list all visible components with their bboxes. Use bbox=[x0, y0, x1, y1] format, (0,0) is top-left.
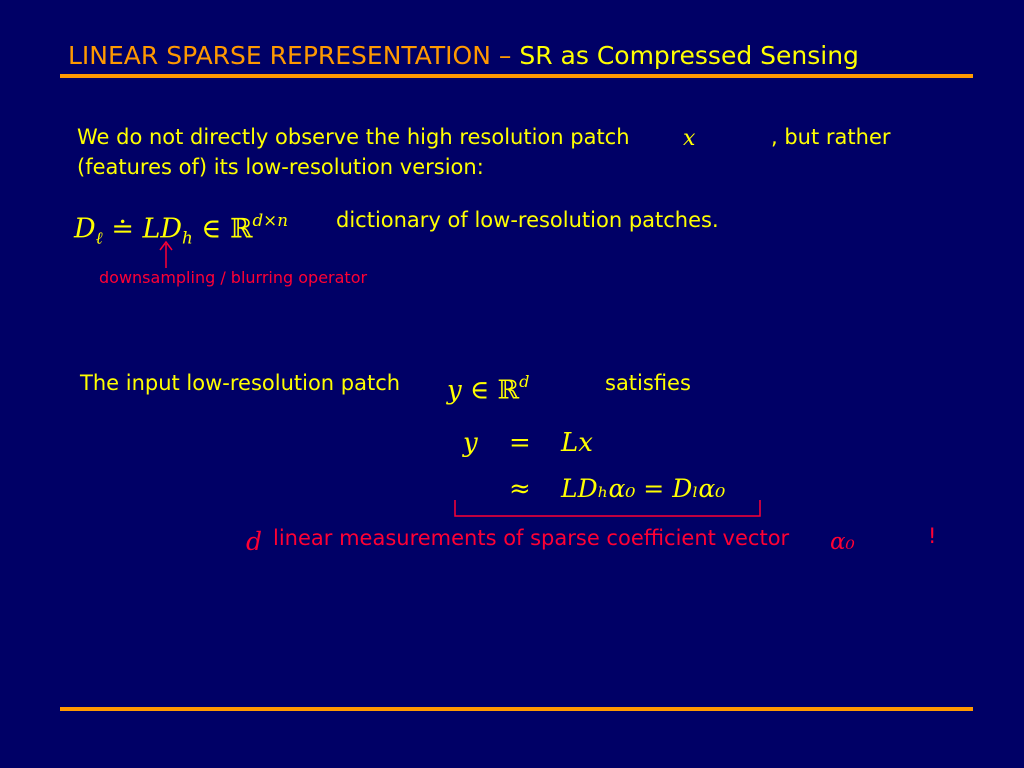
eq-D: D bbox=[74, 213, 96, 245]
eq-in: ∈ bbox=[201, 213, 222, 245]
dictionary-equation bbox=[74, 200, 288, 258]
underbrace-bracket bbox=[452, 498, 766, 520]
eq-ell: ℓ bbox=[95, 227, 103, 248]
y-in-reals bbox=[447, 364, 529, 408]
eq1-rhs: Lx bbox=[561, 428, 593, 458]
eq-L: L bbox=[142, 213, 161, 245]
measure-d: d bbox=[246, 527, 263, 556]
input-patch-text: The input low-resolution patch bbox=[80, 371, 401, 395]
eq2-rel: ≈ bbox=[509, 474, 531, 504]
eq-dim: d×n bbox=[252, 210, 288, 230]
eq1-lhs: y bbox=[463, 428, 478, 458]
eq1-rel: = bbox=[509, 428, 531, 458]
eq-doteq: ≐ bbox=[111, 213, 134, 245]
alpha-zero: α₀ bbox=[830, 529, 855, 555]
slide-title bbox=[68, 40, 859, 72]
reals-symbol: ℝ bbox=[497, 375, 520, 406]
exclamation: ! bbox=[928, 524, 937, 548]
in-symbol: ∈ bbox=[469, 375, 490, 406]
dim-d: d bbox=[519, 372, 530, 391]
paragraph-line-1b: , but rather bbox=[771, 125, 891, 149]
title-underline bbox=[60, 74, 973, 78]
eq-reals: ℝ bbox=[230, 213, 253, 245]
up-arrow-icon bbox=[156, 238, 176, 270]
eq2-rhs: LDₕα₀ = Dₗα₀ bbox=[561, 474, 726, 503]
eq-h: h bbox=[182, 227, 193, 248]
eq-Dh: D bbox=[160, 213, 183, 245]
x-symbol: x bbox=[683, 126, 696, 151]
measurement-text: linear measurements of sparse coefficient vector bbox=[273, 526, 790, 550]
dictionary-label: dictionary of low-resolution patches. bbox=[336, 208, 719, 232]
paragraph-line-1a: We do not directly observe the high resolution patch bbox=[77, 125, 630, 149]
satisfies-text: satisfies bbox=[605, 371, 691, 395]
title-part-1: LINEAR SPARSE REPRESENTATION – bbox=[68, 41, 520, 70]
bottom-rule bbox=[60, 707, 973, 711]
y-symbol: y bbox=[447, 375, 462, 406]
operator-label: downsampling / blurring operator bbox=[99, 268, 368, 287]
title-part-2: SR as Compressed Sensing bbox=[519, 41, 859, 70]
paragraph-line-2: (features of) its low-resolution version: bbox=[77, 155, 484, 179]
